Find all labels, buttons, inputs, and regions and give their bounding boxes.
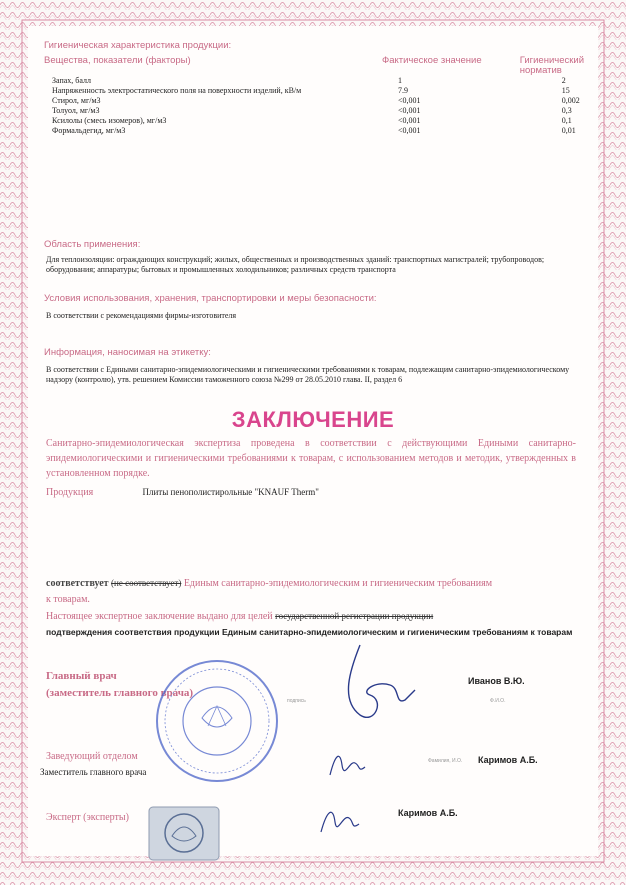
cell-actual: <0,001 [398,96,421,105]
table-row [44,106,584,116]
chief-signature [330,640,420,730]
head-name: Каримов А.Б. [478,755,538,765]
table-row [44,126,584,136]
head-signature [320,745,370,785]
conforms-word: соответствует [46,578,109,589]
cell-actual: <0,001 [398,106,421,115]
head-title: Заведующий отделом [46,751,138,762]
round-stamp [152,656,282,786]
cell-actual: 7.9 [398,86,408,95]
cell-norm: 0,01 [561,126,576,135]
hygiene-title: Гигиеническая характеристика продукции: [44,40,232,51]
issued-text: Настоящее экспертное заключение выдано для целей [46,611,273,622]
conforms-struck: (не соответствует) [111,578,182,588]
cell-substance: Стирол, мг/м3 [52,96,101,105]
signature-caption: подпись [287,698,306,704]
header-actual: Фактическое значение [382,55,482,66]
product-row [46,487,319,498]
header-substance: Вещества, показатели (факторы) [44,55,191,66]
issued-purpose: подтверждения соответствия продукции Единым санитарно-эпидемиологическим и гигиеническим требованиям к товарам [46,627,573,637]
cell-norm: 2 [561,76,566,85]
issued-struck: государственной регистрации продукции [275,611,434,621]
cell-norm: 0,3 [561,106,572,115]
conclusion-text: Санитарно-эпидемиологическая экспертиза проведена в соответствии с действующими Едиными санитарно-эпидемиологическими и гигиеническими требованиями к товарам, с использованием методов и методик, утвержденных в установленном порядке. [46,438,576,479]
table-row [44,86,584,96]
conforms-tail: к товарам. [46,594,90,605]
expert-name: Каримов А.Б. [398,808,458,818]
cell-substance: Толуол, мг/м3 [52,106,100,115]
label-info-text: В соответствии с Едиными санитарно-эпидемиологическими и гигиеническими требованиями к товарам, подлежащим санитарно-эпидемиологическому надзору (контролю), утв. решением Комиссии таможенного союза №299 от 28.05.2010 глава. II, раздел 6 [46,365,570,384]
cell-actual: <0,001 [398,126,421,135]
expert-title: Эксперт (эксперты) [46,812,129,823]
chief-title-line2: (заместитель главного врача) [46,687,194,699]
head-name-caption: Фамилия, И.О. [428,758,463,764]
table-row [44,116,584,126]
scope-text: Для теплоизоляции: ограждающих конструкций; жилых, общественных и производственных зданий: транспортных магистралей; трубопроводов; оборудования; аппаратуры; бытовых и промышленных холодильников; различных средств транспорта [46,255,545,274]
conditions-title: Условия использования, хранения, транспортировки и меры безопасности: [44,293,377,304]
cell-norm: 0,1 [561,116,572,125]
conclusion-title: ЗАКЛЮЧЕНИЕ [231,407,395,432]
table-row [44,76,584,86]
label-info-title: Информация, наносимая на этикетку: [44,347,211,358]
chief-title-line1: Главный врач [46,670,117,682]
hygiene-header-row [44,56,584,76]
expert-signature [313,800,363,840]
cell-norm: 15 [561,86,570,95]
head-subtitle: Заместитель главного врача [40,767,147,777]
table-row [44,96,584,106]
cell-actual: <0,001 [398,116,421,125]
header-norm: Гигиенический норматив [519,55,584,76]
scope-title: Область применения: [44,239,141,250]
conformity-line [46,575,576,608]
issued-line [46,611,586,622]
hygiene-table [44,56,584,136]
hologram-seal [148,806,220,861]
product-label: Продукция [46,487,94,498]
cell-substance: Запах, балл [52,76,91,85]
cell-substance: Ксилолы (смесь изомеров), мг/м3 [52,116,167,125]
cell-substance [44,86,342,96]
cell-substance-text: Напряженность электростатического поля на поверхности изделий, кВ/м [52,86,302,95]
cell-norm: 0,002 [561,96,580,105]
chief-name: Иванов В.Ю. [468,676,525,686]
cell-actual: 1 [398,76,402,85]
name-caption: Ф.И.О. [490,698,506,704]
conditions-text: В соответствии с рекомендациями фирмы-изготовителя [46,311,237,320]
conforms-rest: Единым санитарно-эпидемиологическим и гигиеническим требованиям [183,578,493,589]
product-value: Плиты пенополистирольные "KNAUF Therm" [142,487,319,497]
cell-substance: Формальдегид, мг/м3 [52,126,126,135]
